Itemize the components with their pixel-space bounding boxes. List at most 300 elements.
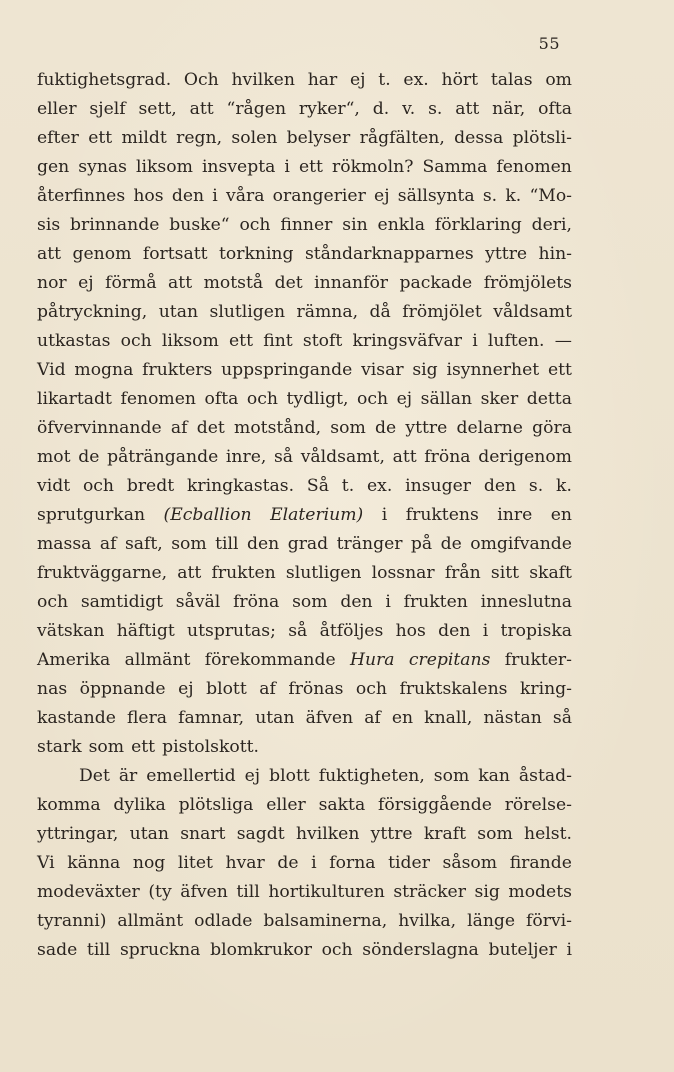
word: forna — [329, 853, 376, 873]
word: hos — [133, 186, 164, 206]
word: famnar, — [178, 708, 245, 728]
word: Vi — [37, 853, 55, 873]
word: liksom — [161, 331, 219, 351]
word: s. — [482, 186, 498, 206]
word: fuktighetsgrad. — [37, 70, 172, 90]
word: öppnande — [79, 679, 166, 699]
word: en — [391, 708, 414, 728]
word: så — [273, 447, 294, 467]
word: talas — [490, 70, 533, 90]
word: “Mo- — [529, 186, 572, 206]
text-line — [37, 849, 572, 878]
word: ex. — [366, 476, 393, 496]
word: blott — [206, 679, 247, 699]
word: fenomen — [120, 389, 196, 409]
word: ej — [178, 679, 194, 699]
word: fruktväggarne, — [37, 563, 168, 583]
word: vätskan — [37, 621, 105, 641]
word: eller — [37, 99, 77, 119]
word: sjelf — [89, 99, 126, 119]
word: fruktskalens — [399, 679, 508, 699]
word: äfven — [180, 882, 228, 902]
text-line — [37, 559, 572, 588]
word: från — [444, 563, 481, 583]
word: allmänt — [117, 911, 184, 931]
word: delarne — [456, 418, 523, 438]
text-line — [37, 472, 572, 501]
word: hos — [395, 621, 426, 641]
text-line — [37, 762, 572, 791]
text-line — [37, 675, 572, 704]
word: ett — [547, 360, 572, 380]
word: de — [78, 447, 100, 467]
text-line — [37, 240, 572, 269]
word: och — [239, 215, 271, 235]
word: fuktigheten, — [318, 766, 425, 786]
word: som — [477, 824, 513, 844]
word: hvilken — [231, 70, 295, 90]
word: torkning — [218, 244, 294, 264]
word: regn, — [176, 128, 223, 148]
word: lossnar — [371, 563, 435, 583]
word: hvilka, — [398, 911, 457, 931]
word: att — [455, 99, 480, 119]
word: s. — [528, 476, 544, 496]
word: brinnande — [70, 215, 160, 235]
word: ej — [374, 186, 390, 206]
word: visar — [361, 360, 404, 380]
word: ett — [131, 737, 156, 757]
word: ej — [78, 273, 94, 293]
word: grad — [287, 534, 329, 554]
word: frukten — [403, 592, 468, 612]
word: när, — [492, 99, 526, 119]
word: förekommande — [204, 650, 336, 670]
word: Elaterium) — [270, 505, 364, 525]
word: de — [374, 418, 397, 438]
word: den — [438, 621, 471, 641]
word: (Ecballion — [163, 505, 252, 525]
word: påträngande — [107, 447, 219, 467]
word: sagdt — [236, 824, 285, 844]
word: Hura — [350, 650, 395, 670]
word: Samma — [422, 157, 488, 177]
word: i — [212, 186, 218, 206]
word: deri, — [531, 215, 572, 235]
word: våldsamt, — [300, 447, 385, 467]
word: flera — [126, 708, 168, 728]
word: i — [381, 505, 388, 525]
word: såsom — [442, 853, 498, 873]
word: ex. — [403, 70, 429, 90]
word: på — [410, 534, 433, 554]
word: yttre — [405, 418, 448, 438]
word: inre, — [225, 447, 267, 467]
word: att — [177, 563, 202, 583]
word: modeväxter — [37, 882, 140, 902]
word: ett — [88, 128, 113, 148]
word: rågfälten, — [359, 128, 445, 148]
word: k. — [556, 476, 572, 496]
word: ett — [229, 331, 254, 351]
word: af — [259, 679, 276, 699]
word: utkastas — [37, 331, 111, 351]
word: solen — [231, 128, 278, 148]
word: ofta — [204, 389, 239, 409]
word: dylika — [113, 795, 166, 815]
word: Det — [79, 766, 110, 786]
word: fortsatt — [142, 244, 208, 264]
text-line — [37, 791, 572, 820]
word: tider — [388, 853, 430, 873]
word: till — [236, 882, 260, 902]
word: kring- — [519, 679, 572, 699]
word: helst. — [524, 824, 572, 844]
word: detta — [526, 389, 572, 409]
word: uppspringande — [221, 360, 353, 380]
word: emellertid — [146, 766, 236, 786]
text-line — [37, 907, 572, 936]
word: är — [118, 766, 138, 786]
word: massa — [37, 534, 92, 554]
word: omgifvande — [470, 534, 572, 554]
word: liksom — [136, 157, 193, 177]
word: frukter- — [504, 650, 572, 670]
body-text — [37, 66, 572, 965]
word: ryker“, — [298, 99, 360, 119]
word: s. — [428, 99, 443, 119]
word: samtidigt — [80, 592, 163, 612]
word: återfinnes — [37, 186, 126, 206]
word: frukters — [142, 360, 213, 380]
word: motstå — [203, 273, 264, 293]
word: hvar — [225, 853, 265, 873]
word: tränger — [336, 534, 403, 554]
word: om — [545, 70, 572, 90]
word: till — [86, 940, 111, 960]
word: — — [554, 331, 572, 351]
word: “rågen — [226, 99, 287, 119]
text-line — [37, 356, 572, 385]
word: tropiska — [500, 621, 572, 641]
word: ofta — [538, 99, 572, 119]
word: en — [550, 505, 572, 525]
word: kringsväfvar — [352, 331, 462, 351]
text-line — [37, 820, 572, 849]
word: sett, — [138, 99, 177, 119]
word: insvepta — [201, 157, 276, 177]
word: ståndarknapparnes — [304, 244, 474, 264]
word: eller — [266, 795, 306, 815]
text-line — [37, 327, 572, 356]
word: isynnerhet — [446, 360, 540, 380]
word: genom — [72, 244, 132, 264]
word: modets — [508, 882, 572, 902]
text-line — [37, 414, 572, 443]
word: förvi- — [526, 911, 572, 931]
word: sällan — [420, 389, 473, 409]
word: belyser — [286, 128, 351, 148]
word: packade — [399, 273, 473, 293]
word: och — [355, 679, 387, 699]
word: häftigt — [116, 621, 175, 641]
text-line — [37, 501, 572, 530]
word: frömjölet — [402, 302, 482, 322]
word: tydligt, — [286, 389, 349, 409]
word: blott — [269, 766, 310, 786]
word: rörelse- — [504, 795, 572, 815]
word: göra — [532, 418, 572, 438]
word: och — [357, 389, 389, 409]
word: enkla — [377, 215, 425, 235]
word: utan — [255, 708, 295, 728]
word: sker — [480, 389, 519, 409]
word: så — [288, 621, 308, 641]
word: kringkastas. — [186, 476, 295, 496]
word: sträcker — [393, 882, 466, 902]
word: tyranni) — [37, 911, 107, 931]
word: kraft — [423, 824, 467, 844]
word: yttringar, — [37, 824, 119, 844]
word: så — [552, 708, 572, 728]
word: skaft — [529, 563, 572, 583]
word: sig — [474, 882, 500, 902]
word: Vid — [37, 360, 66, 380]
word: våldsamt — [493, 302, 572, 322]
word: synas — [78, 157, 127, 177]
word: sig — [412, 360, 438, 380]
word: mogna — [74, 360, 134, 380]
word: allmänt — [124, 650, 191, 670]
text-line — [37, 298, 572, 327]
text-line — [37, 182, 572, 211]
word: innanför — [314, 273, 389, 293]
word: plötsliga — [178, 795, 254, 815]
word: derigenom — [478, 447, 572, 467]
word: pistolskott. — [162, 737, 260, 757]
word: i — [385, 592, 391, 612]
word: litet — [177, 853, 213, 873]
word: till — [215, 534, 239, 554]
word: inre — [497, 505, 533, 525]
word: som — [433, 766, 470, 786]
word: åtföljes — [319, 621, 384, 641]
word: hvilken — [295, 824, 360, 844]
word: af — [170, 418, 188, 438]
text-line — [37, 936, 572, 965]
word: crepitans — [408, 650, 491, 670]
word: yttre — [370, 824, 413, 844]
word: fenomen — [496, 157, 572, 177]
word: utsprutas; — [187, 621, 276, 641]
word: den — [340, 592, 373, 612]
word: stark — [37, 737, 82, 757]
word: fint — [263, 331, 293, 351]
word: känna — [67, 853, 121, 873]
word: de — [277, 853, 299, 873]
word: den — [483, 476, 517, 496]
word: nog — [132, 853, 166, 873]
text-line — [37, 95, 572, 124]
word: utan — [129, 824, 169, 844]
text-line — [37, 153, 572, 182]
word: öfvervinnande — [37, 418, 162, 438]
word: och — [37, 592, 69, 612]
word: odlade — [194, 911, 253, 931]
word: rökmoln? — [332, 157, 414, 177]
word: vidt — [37, 476, 71, 496]
word: ej — [244, 766, 261, 786]
word: sakta — [318, 795, 366, 815]
word: inneslutna — [480, 592, 572, 612]
word: finner — [280, 215, 333, 235]
word: plötsli- — [512, 128, 572, 148]
word: luften. — [487, 331, 545, 351]
word: yttre — [485, 244, 528, 264]
word: rämna, — [296, 302, 359, 322]
word: nästan — [483, 708, 542, 728]
text-line — [37, 124, 572, 153]
text-line — [37, 878, 572, 907]
word: gen — [37, 157, 70, 177]
word: sällsynta — [397, 186, 475, 206]
word: sprutgurkan — [37, 505, 146, 525]
word: sin — [342, 215, 368, 235]
word: frönas — [288, 679, 344, 699]
word: att — [392, 447, 417, 467]
word: nas — [37, 679, 68, 699]
word: af — [99, 534, 117, 554]
word: sitt — [490, 563, 520, 583]
word: saft, — [124, 534, 163, 554]
word: ej — [396, 389, 413, 409]
word: åstad- — [518, 766, 572, 786]
word: och — [120, 331, 152, 351]
word: snart — [180, 824, 226, 844]
word: äfven — [305, 708, 354, 728]
page-number: 55 — [538, 34, 560, 53]
word: den — [171, 186, 205, 206]
word: t. — [378, 70, 391, 90]
word: såväl — [175, 592, 221, 612]
word: stoft — [302, 331, 343, 351]
word: (ty — [148, 882, 172, 902]
word: att — [189, 99, 214, 119]
word: motstånd, — [234, 418, 322, 438]
word: den — [247, 534, 280, 554]
text-line — [37, 66, 572, 95]
word: t. — [341, 476, 355, 496]
word: hin- — [538, 244, 572, 264]
word: slutligen — [209, 302, 286, 322]
word: har — [307, 70, 338, 90]
word: blomkrukor — [210, 940, 312, 960]
word: utan — [158, 302, 199, 322]
word: fröna — [233, 592, 280, 612]
word: firande — [509, 853, 572, 873]
word: fröna — [424, 447, 471, 467]
word: som — [171, 534, 207, 554]
word: försiggående — [378, 795, 492, 815]
word: k. — [505, 186, 522, 206]
text-line — [37, 617, 572, 646]
word: att — [168, 273, 193, 293]
word: sönderslagna — [362, 940, 479, 960]
word: sade — [37, 940, 78, 960]
word: Amerika — [37, 650, 111, 670]
word: mildt — [121, 128, 167, 148]
word: de — [440, 534, 462, 554]
word: buteljer — [488, 940, 557, 960]
word: fruktens — [405, 505, 479, 525]
word: det — [196, 418, 225, 438]
word: som — [330, 418, 366, 438]
word: hortikulturen — [268, 882, 385, 902]
text-line — [37, 385, 572, 414]
word: mot — [37, 447, 71, 467]
word: i — [311, 853, 317, 873]
word: likartadt — [37, 389, 112, 409]
word: v. — [402, 99, 416, 119]
word: Så — [306, 476, 329, 496]
word: att — [37, 244, 62, 264]
word: och — [82, 476, 114, 496]
text-line — [37, 269, 572, 298]
word: påtryckning, — [37, 302, 148, 322]
word: orangerier — [272, 186, 366, 206]
word: komma — [37, 795, 101, 815]
word: insuger — [405, 476, 471, 496]
word: sis — [37, 215, 61, 235]
word: dessa — [454, 128, 504, 148]
word: af — [364, 708, 381, 728]
word: hört — [441, 70, 479, 90]
word: ej — [350, 70, 366, 90]
word: som — [292, 592, 328, 612]
word: i — [482, 621, 489, 641]
word: och — [321, 940, 353, 960]
word: kan — [478, 766, 510, 786]
text-line — [37, 443, 572, 472]
word: bredt — [126, 476, 175, 496]
word: frukten — [211, 563, 276, 583]
word: d. — [372, 99, 390, 119]
text-line — [37, 733, 572, 762]
word: förklaring — [434, 215, 522, 235]
word: nor — [37, 273, 67, 293]
word: i — [284, 157, 290, 177]
word: förmå — [105, 273, 157, 293]
text-line — [37, 588, 572, 617]
word: i — [566, 940, 572, 960]
word: spruckna — [119, 940, 201, 960]
text-line — [37, 704, 572, 733]
word: kastande — [37, 708, 116, 728]
word: då — [369, 302, 391, 322]
word: länge — [467, 911, 516, 931]
word: det — [274, 273, 303, 293]
text-line — [37, 530, 572, 559]
word: ett — [298, 157, 323, 177]
word: i — [472, 331, 478, 351]
text-line — [37, 646, 572, 675]
word: och — [246, 389, 278, 409]
word: buske“ — [169, 215, 230, 235]
text-line — [37, 211, 572, 240]
word: frömjölets — [483, 273, 572, 293]
word: Och — [183, 70, 219, 90]
word: våra — [226, 186, 265, 206]
